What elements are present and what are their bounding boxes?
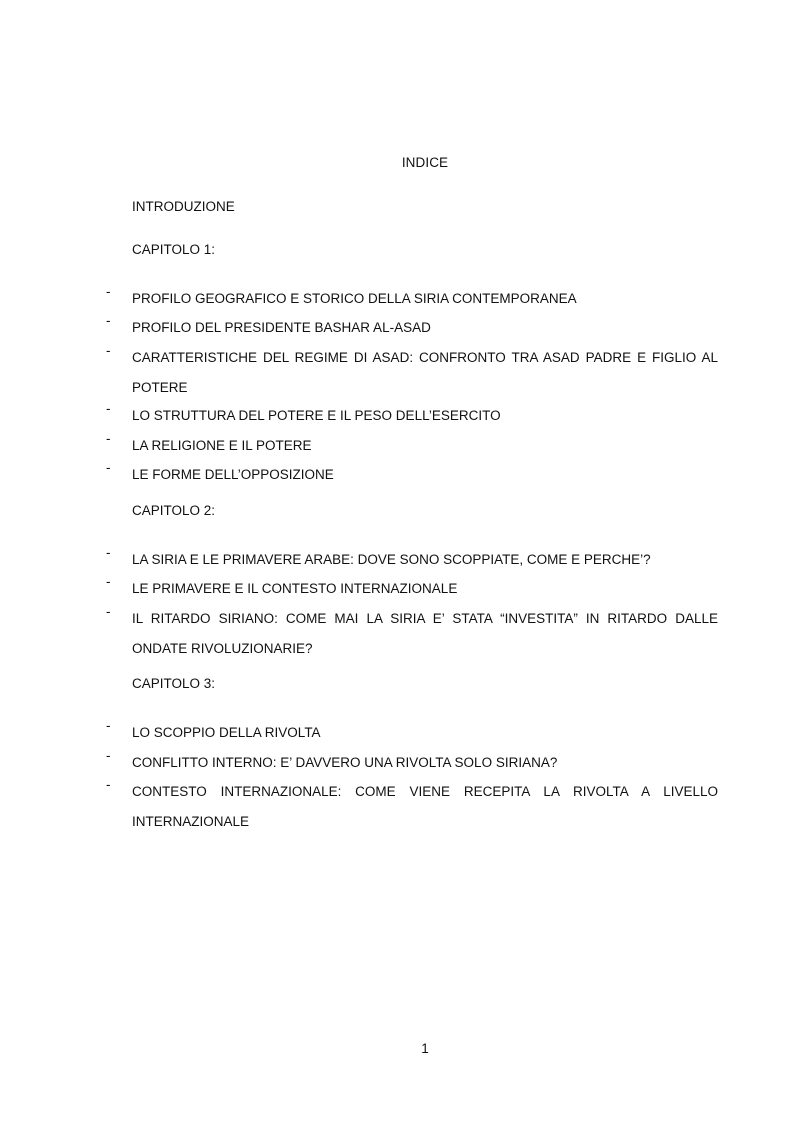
bullet-dash: - — [106, 748, 111, 763]
list-item-text: LO SCOPPIO DELLA RIVOLTA — [132, 725, 321, 740]
list-item-text: CONTESTO INTERNAZIONALE: COME VIENE RECEPITA LA RIVOLTA A LIVELLO INTERNAZIONALE — [132, 784, 718, 829]
bullet-dash: - — [106, 401, 111, 416]
list-item-text: LA RELIGIONE E IL POTERE — [132, 438, 312, 453]
bullet-dash: - — [106, 545, 111, 560]
list-item-text: CARATTERISTICHE DEL REGIME DI ASAD: CONFRONTO TRA ASAD PADRE E FIGLIO AL POTERE — [132, 350, 718, 395]
bullet-dash: - — [106, 460, 111, 475]
bullet-dash: - — [106, 777, 111, 792]
list-item-text: LE PRIMAVERE E IL CONTESTO INTERNAZIONALE — [132, 581, 458, 596]
list-item-text: IL RITARDO SIRIANO: COME MAI LA SIRIA E’ STATA “INVESTITA” IN RITARDO DALLE ONDATE RIVOLUZIONARIE? — [132, 611, 718, 656]
introduction-heading: INTRODUZIONE — [132, 199, 235, 214]
list-item-text: PROFILO DEL PRESIDENTE BASHAR AL-ASAD — [132, 320, 431, 335]
chapter-3-heading: CAPITOLO 3: — [132, 676, 216, 691]
chapter-1-heading: CAPITOLO 1: — [132, 242, 216, 257]
list-item-text: CONFLITTO INTERNO: E’ DAVVERO UNA RIVOLTA SOLO SIRIANA? — [132, 755, 558, 770]
page-title: INDICE — [401, 155, 449, 170]
bullet-dash: - — [106, 343, 111, 358]
list-item-text: LE FORME DELL’OPPOSIZIONE — [132, 467, 334, 482]
list-item-text: LO STRUTTURA DEL POTERE E IL PESO DELL’ESERCITO — [132, 408, 501, 423]
chapter-2-heading: CAPITOLO 2: — [132, 503, 216, 518]
page-number: 1 — [421, 1041, 429, 1056]
bullet-dash: - — [106, 431, 111, 446]
bullet-dash: - — [106, 284, 111, 299]
list-item-text: LA SIRIA E LE PRIMAVERE ARABE: DOVE SONO SCOPPIATE, COME E PERCHE’? — [132, 552, 651, 567]
bullet-dash: - — [106, 313, 111, 328]
bullet-dash: - — [106, 574, 111, 589]
bullet-dash: - — [106, 604, 111, 619]
list-item-text: PROFILO GEOGRAFICO E STORICO DELLA SIRIA CONTEMPORANEA — [132, 291, 577, 306]
bullet-dash: - — [106, 718, 111, 733]
